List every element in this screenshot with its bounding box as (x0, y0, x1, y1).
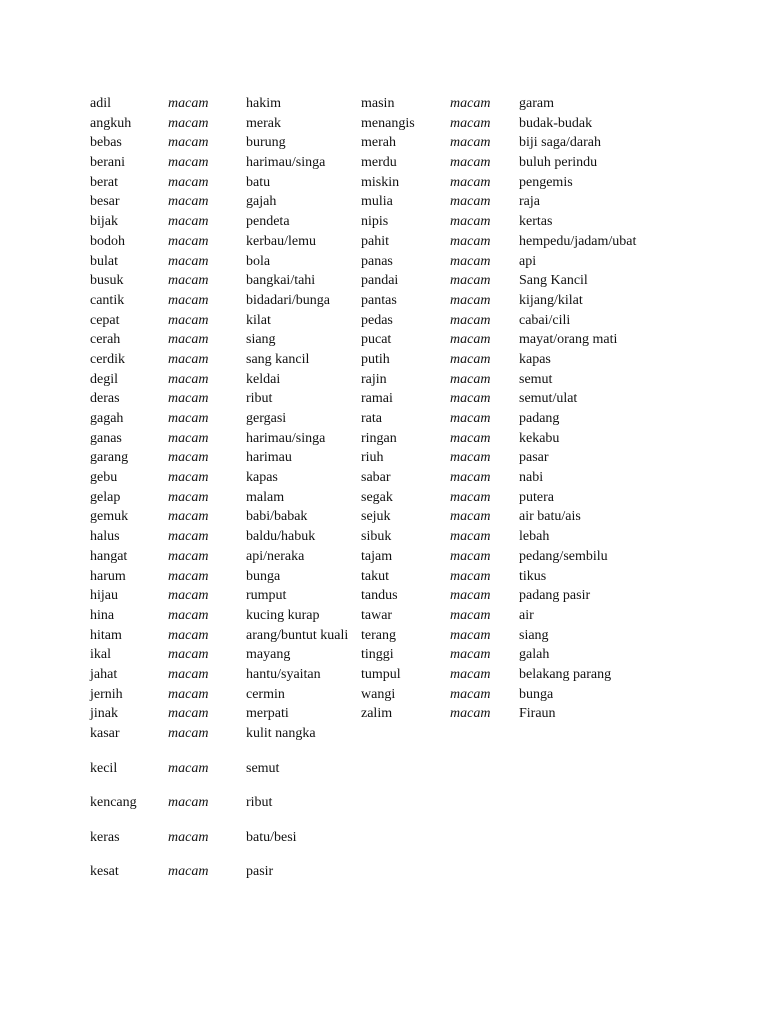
adjective-left: jernih (90, 686, 123, 702)
connector-right: macam (450, 194, 491, 210)
comparison-left: bidadari/bunga (246, 292, 330, 308)
comparison-right: Sang Kancil (519, 273, 588, 289)
connector-left: macam (168, 115, 209, 131)
adjective-left: kencang (90, 795, 137, 811)
connector-right: macam (450, 568, 491, 584)
comparison-left: merak (246, 115, 281, 131)
comparison-left: rumput (246, 588, 287, 604)
table-row (0, 527, 768, 547)
connector-right: macam (450, 529, 491, 545)
comparison-left: pasir (246, 864, 274, 880)
adjective-left: keras (90, 829, 120, 845)
comparison-left: batu (246, 174, 271, 190)
adjective-left: hina (90, 607, 115, 623)
connector-left: macam (168, 795, 209, 811)
connector-left: macam (168, 214, 209, 230)
comparison-left: pendeta (246, 214, 290, 230)
adjective-right: masin (361, 96, 395, 111)
adjective-left: gebu (90, 470, 118, 486)
adjective-right: nipis (361, 214, 389, 230)
adjective-right: putih (361, 351, 390, 367)
comparison-left: ribut (246, 795, 273, 811)
connector-left: macam (168, 686, 209, 702)
comparison-left: kulit nangka (246, 726, 316, 741)
comparison-left: batu/besi (246, 829, 297, 845)
comparison-left: kilat (246, 312, 271, 328)
comparison-left: bunga (246, 568, 281, 584)
comparison-left: gergasi (246, 411, 287, 426)
comparison-left: baldu/habuk (246, 529, 316, 545)
adjective-right: tumpul (361, 666, 401, 682)
connector-right: macam (450, 588, 491, 604)
connector-left: macam (168, 568, 209, 584)
comparison-right: padang pasir (519, 588, 591, 604)
connector-right: macam (450, 627, 491, 643)
comparison-right: hempedu/jadam/ubat (519, 233, 637, 249)
comparison-right: garam (519, 96, 554, 111)
table-row (0, 448, 768, 468)
table-row (0, 330, 768, 350)
connector-right: macam (450, 332, 491, 348)
connector-left: macam (168, 411, 209, 426)
connector-left: macam (168, 607, 209, 623)
comparison-right: pasar (519, 450, 549, 466)
connector-left: macam (168, 509, 209, 525)
connector-left: macam (168, 135, 209, 151)
comparison-left: siang (246, 332, 276, 348)
table-row (0, 232, 768, 252)
comparison-left: cermin (246, 686, 285, 702)
comparison-right: siang (519, 627, 549, 643)
connector-right: macam (450, 411, 491, 426)
table-row (0, 252, 768, 272)
connector-left: macam (168, 292, 209, 308)
comparison-left: mayang (246, 647, 291, 663)
adjective-right: pandai (361, 273, 399, 289)
adjective-left: cantik (90, 292, 125, 308)
comparison-left: merpati (246, 706, 289, 722)
comparison-right: air batu/ais (519, 509, 581, 525)
connector-right: macam (450, 548, 491, 564)
comparison-right: biji saga/darah (519, 135, 602, 151)
connector-right: macam (450, 253, 491, 269)
table-row (0, 350, 768, 370)
table-row (0, 488, 768, 508)
adjective-left: bijak (90, 214, 118, 230)
comparison-right: kertas (519, 214, 553, 230)
comparison-left: hakim (246, 96, 281, 111)
connector-left: macam (168, 666, 209, 682)
connector-left: macam (168, 155, 209, 171)
table-row (0, 626, 768, 646)
adjective-right: miskin (361, 174, 400, 190)
comparison-right: pengemis (519, 174, 573, 190)
connector-right: macam (450, 96, 491, 111)
adjective-right: pantas (361, 292, 397, 308)
adjective-left: cerdik (90, 351, 125, 367)
adjective-left: hangat (90, 548, 128, 564)
connector-right: macam (450, 450, 491, 466)
adjective-right: tandus (361, 588, 398, 604)
connector-left: macam (168, 829, 209, 845)
adjective-left: gagah (90, 411, 124, 426)
table-row (0, 153, 768, 173)
comparison-left: bangkai/tahi (246, 273, 316, 289)
table-row (0, 212, 768, 232)
comparison-left: hantu/syaitan (246, 666, 321, 682)
connector-left: macam (168, 194, 209, 210)
connector-right: macam (450, 273, 491, 289)
adjective-right: mulia (361, 194, 393, 210)
comparison-left: api/neraka (246, 548, 305, 564)
table-row (0, 192, 768, 212)
table-row (0, 862, 768, 897)
adjective-left: kecil (90, 760, 118, 776)
comparison-left: ribut (246, 391, 273, 407)
connector-right: macam (450, 470, 491, 486)
adjective-left: gelap (90, 489, 121, 505)
adjective-right: wangi (361, 686, 396, 702)
adjective-right: takut (361, 568, 389, 584)
connector-right: macam (450, 233, 491, 249)
adjective-right: ramai (361, 391, 393, 407)
comparison-right: budak-budak (519, 115, 593, 131)
table-row (0, 173, 768, 193)
adjective-right: rata (361, 411, 382, 426)
comparison-right: api (519, 253, 537, 269)
connector-left: macam (168, 706, 209, 722)
comparison-left: harimau/singa (246, 155, 326, 171)
table-row (0, 311, 768, 331)
table-row (0, 409, 768, 429)
table-row (0, 567, 768, 587)
table-row (0, 468, 768, 488)
comparison-right: belakang parang (519, 666, 612, 682)
connector-left: macam (168, 273, 209, 289)
table-row (0, 271, 768, 291)
adjective-right: pedas (361, 312, 393, 328)
comparison-right: semut (519, 371, 553, 387)
table-row (0, 606, 768, 626)
adjective-right: sibuk (361, 529, 392, 545)
adjective-right: riuh (361, 450, 384, 466)
comparison-left: semut (246, 760, 280, 776)
table-row (0, 685, 768, 705)
comparison-right: putera (519, 489, 554, 505)
connector-left: macam (168, 627, 209, 643)
adjective-left: halus (90, 529, 120, 545)
comparison-left: harimau (246, 450, 292, 466)
table-row (0, 94, 768, 114)
table-row (0, 828, 768, 863)
comparison-right: bunga (519, 686, 554, 702)
table-row (0, 586, 768, 606)
connector-right: macam (450, 174, 491, 190)
connector-right: macam (450, 312, 491, 328)
connector-left: macam (168, 253, 209, 269)
connector-left: macam (168, 548, 209, 564)
adjective-left: besar (90, 194, 120, 210)
adjective-right: pahit (361, 233, 389, 249)
connector-right: macam (450, 666, 491, 682)
connector-left: macam (168, 351, 209, 367)
comparison-right: tikus (519, 568, 547, 584)
adjective-left: cerah (90, 332, 121, 348)
adjective-right: tawar (361, 607, 393, 623)
adjective-right: terang (361, 627, 396, 643)
connector-left: macam (168, 233, 209, 249)
adjective-left: bodoh (90, 233, 125, 249)
connector-right: macam (450, 706, 491, 722)
connector-right: macam (450, 391, 491, 407)
comparison-left: malam (246, 489, 285, 505)
table-row (0, 793, 768, 828)
connector-left: macam (168, 391, 209, 407)
connector-left: macam (168, 174, 209, 190)
adjective-right: merdu (361, 155, 397, 171)
table-row (0, 429, 768, 449)
comparison-right: raja (519, 194, 540, 210)
adjective-left: ikal (90, 647, 111, 663)
adjective-left: bulat (90, 253, 118, 269)
comparison-right: cabai/cili (519, 312, 571, 328)
adjective-right: sabar (361, 470, 391, 486)
comparison-right: kekabu (519, 430, 560, 446)
connector-left: macam (168, 96, 209, 111)
connector-right: macam (450, 135, 491, 151)
table-row (0, 547, 768, 567)
adjective-right: merah (361, 135, 396, 151)
connector-left: macam (168, 312, 209, 328)
connector-right: macam (450, 430, 491, 446)
adjective-right: panas (361, 253, 393, 269)
comparison-right: galah (519, 647, 550, 663)
comparison-right: padang (519, 411, 560, 426)
comparison-left: keldai (246, 371, 281, 387)
adjective-left: kesat (90, 864, 119, 880)
connector-left: macam (168, 430, 209, 446)
table-row (0, 389, 768, 409)
table-row (0, 370, 768, 390)
connector-left: macam (168, 489, 209, 505)
adjective-left: harum (90, 568, 126, 584)
comparison-right: lebah (519, 529, 550, 545)
adjective-right: segak (361, 489, 393, 505)
connector-left: macam (168, 760, 209, 776)
comparison-left: kucing kurap (246, 607, 320, 623)
connector-right: macam (450, 686, 491, 702)
connector-left: macam (168, 529, 209, 545)
adjective-left: garang (90, 450, 129, 466)
adjective-right: pucat (361, 332, 392, 348)
connector-right: macam (450, 509, 491, 525)
connector-left: macam (168, 332, 209, 348)
comparison-right: buluh perindu (519, 155, 598, 171)
adjective-right: ringan (361, 430, 397, 446)
table-row (0, 665, 768, 685)
adjective-left: jahat (90, 666, 118, 682)
adjective-left: bebas (90, 135, 122, 151)
connector-right: macam (450, 607, 491, 623)
comparison-right: Firaun (519, 706, 556, 722)
comparison-right: kijang/kilat (519, 292, 583, 308)
adjective-right: sejuk (361, 509, 391, 525)
adjective-right: menangis (361, 115, 415, 131)
table-row (0, 114, 768, 134)
comparison-right: kapas (519, 351, 551, 367)
connector-right: macam (450, 371, 491, 387)
table-row (0, 759, 768, 794)
adjective-left: deras (90, 391, 120, 407)
adjective-left: hijau (90, 588, 118, 604)
connector-left: macam (168, 371, 209, 387)
adjective-left: kasar (90, 726, 120, 741)
connector-left: macam (168, 470, 209, 486)
adjective-right: zalim (361, 706, 393, 722)
comparison-right: semut/ulat (519, 391, 578, 407)
adjective-left: gemuk (90, 509, 129, 525)
comparison-left: sang kancil (246, 351, 310, 367)
connector-right: macam (450, 292, 491, 308)
connector-left: macam (168, 588, 209, 604)
adjective-right: tinggi (361, 647, 394, 663)
connector-right: macam (450, 647, 491, 663)
comparison-left: burung (246, 135, 286, 151)
comparison-left: arang/buntut kuali (246, 627, 349, 643)
adjective-left: busuk (90, 273, 124, 289)
connector-right: macam (450, 351, 491, 367)
connector-right: macam (450, 115, 491, 131)
adjective-left: degil (90, 371, 118, 387)
table-row (0, 645, 768, 665)
table-row (0, 704, 768, 724)
connector-left: macam (168, 864, 209, 880)
comparison-right: pedang/sembilu (519, 548, 608, 564)
comparison-left: kerbau/lemu (246, 233, 316, 249)
table-row (0, 291, 768, 311)
comparison-right: air (519, 607, 534, 623)
adjective-right: rajin (361, 371, 387, 387)
connector-left: macam (168, 726, 209, 741)
comparison-right: nabi (519, 470, 544, 486)
adjective-right: tajam (361, 548, 393, 564)
table-row (0, 507, 768, 527)
table-row (0, 133, 768, 153)
adjective-left: berat (90, 174, 118, 190)
comparison-left: babi/babak (246, 509, 308, 525)
adjective-left: berani (90, 155, 125, 171)
adjective-left: hitam (90, 627, 122, 643)
connector-right: macam (450, 489, 491, 505)
adjective-left: jinak (90, 706, 118, 722)
comparison-left: gajah (246, 194, 277, 210)
connector-right: macam (450, 155, 491, 171)
adjective-left: adil (90, 96, 111, 111)
connector-right: macam (450, 214, 491, 230)
connector-left: macam (168, 450, 209, 466)
simile-table (0, 94, 768, 897)
comparison-right: mayat/orang mati (519, 332, 618, 348)
adjective-left: cepat (90, 312, 120, 328)
comparison-left: bola (246, 253, 271, 269)
connector-left: macam (168, 647, 209, 663)
adjective-left: angkuh (90, 115, 132, 131)
table-row (0, 724, 768, 759)
adjective-left: ganas (90, 430, 122, 446)
comparison-left: harimau/singa (246, 430, 326, 446)
comparison-left: kapas (246, 470, 278, 486)
